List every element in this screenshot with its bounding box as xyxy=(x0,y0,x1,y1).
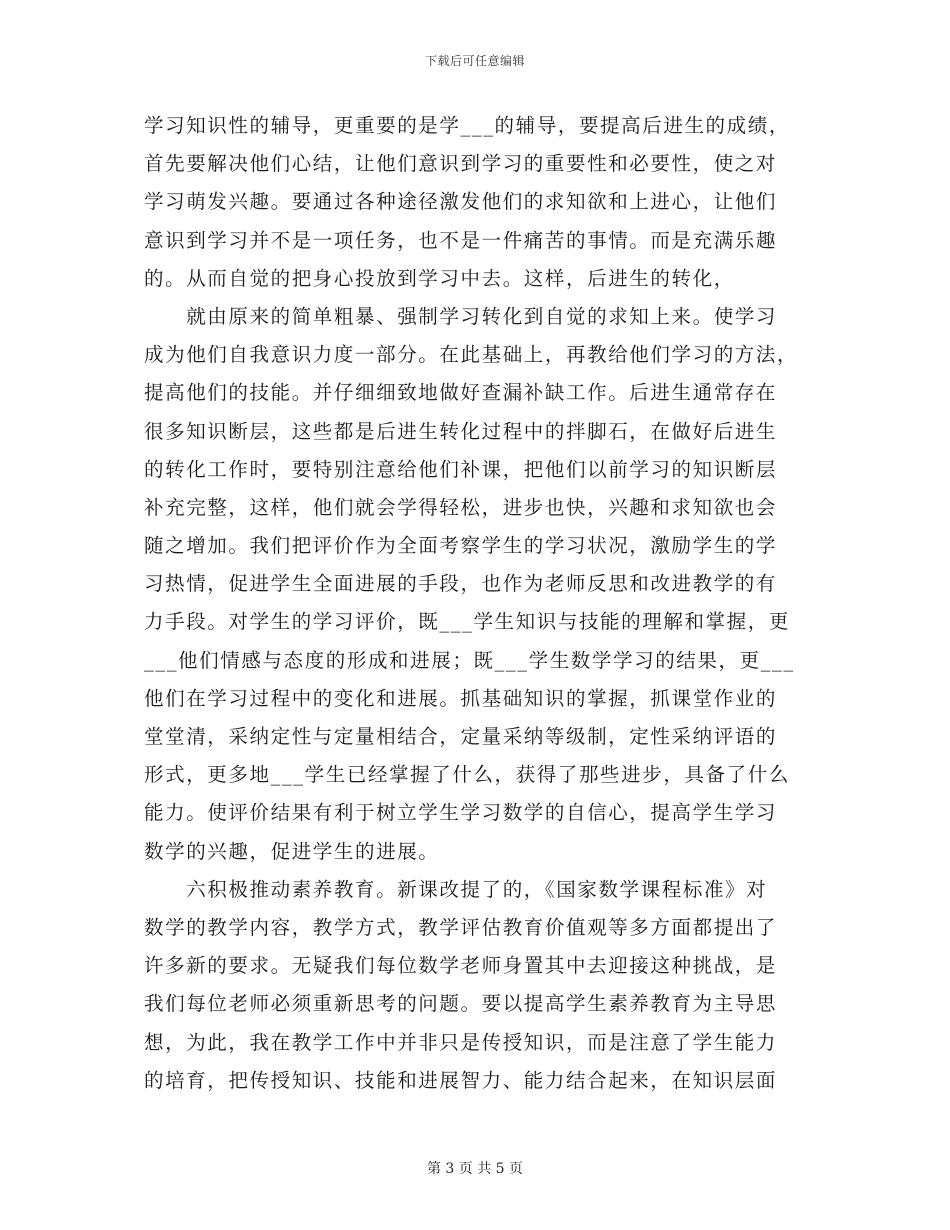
text-line: 习热情，促进学生全面进展的手段，也作为老师反思和改进教学的有 xyxy=(144,572,778,596)
text-line: 他们在学习过程中的变化和进展。抓基础知识的掌握，抓课堂作业的 xyxy=(144,686,778,710)
text-line: ___他们情感与态度的形成和进展；既___学生数学学习的结果，更___ xyxy=(144,648,795,672)
text-line: 堂堂清，采纳定性与定量相结合，定量采纳等级制，定性采纳评语的 xyxy=(144,725,778,748)
text-line: 意识到学习并不是一项任务，也不是一件痛苦的事情。而是充满乐趣 xyxy=(144,228,778,252)
text-line: 数学的兴趣，促进学生的进展。 xyxy=(144,839,440,863)
text-line: 形式，更多地___学生已经掌握了什么，获得了那些进步，具备了什么 xyxy=(144,763,790,787)
text-line: 的。从而自觉的把身心投放到学习中去。这样，后进生的转化， xyxy=(144,266,735,290)
text-line: 能力。使评价结果有利于树立学生学习数学的自信心，提高学生学习 xyxy=(144,801,778,825)
text-line: 提高他们的技能。并仔细细致地做好查漏补缺工作。后进生通常存在 xyxy=(144,381,778,405)
text-line: 学习知识性的辅导，更重要的是学___的辅导，要提高后进生的成绩， xyxy=(144,114,790,137)
text-line: 六积极推动素养教育。新课改提了的，《国家数学课程标准》对 xyxy=(144,877,768,901)
text-line: 首先要解决他们心结，让他们意识到学习的重要性和必要性，使之对 xyxy=(144,152,778,176)
text-line: 数学的教学内容，教学方式，教学评估教育价值观等多方面都提出了 xyxy=(144,915,778,939)
document-body xyxy=(144,107,806,1100)
text-line: 成为他们自我意识力度一部分。在此基础上，再教给他们学习的方法， xyxy=(144,343,799,367)
text-line: 的培育，把传授知识、技能和进展智力、能力结合起来，在知识层面 xyxy=(144,1068,778,1092)
text-line: 的转化工作时，要特别注意给他们补课，把他们以前学习的知识断层 xyxy=(144,457,778,481)
page-header: 下载后可任意编辑 xyxy=(424,54,525,68)
text-line: 我们每位老师必须重新思考的问题。要以提高学生素养教育为主导思 xyxy=(144,992,778,1016)
text-line: 随之增加。我们把评价作为全面考察学生的学习状况，激励学生的学 xyxy=(144,534,778,558)
text-line: 很多知识断层，这些都是后进生转化过程中的拌脚石，在做好后进生 xyxy=(144,419,778,443)
page-number: 第 3 页 共 5 页 xyxy=(426,1161,524,1177)
text-line: 想，为此，我在教学工作中并非只是传授知识，而是注意了学生能力 xyxy=(144,1030,778,1054)
text-line: 力手段。对学生的学习评价，既___学生知识与技能的理解和掌握，更 xyxy=(144,610,790,634)
text-line: 许多新的要求。无疑我们每位数学老师身置其中去迎接这种挑战，是 xyxy=(144,954,778,978)
text-line: 补充完整，这样，他们就会学得轻松，进步也快，兴趣和求知欲也会 xyxy=(144,495,778,519)
text-line: 学习萌发兴趣。要通过各种途径激发他们的求知欲和上进心，让他们 xyxy=(144,190,778,214)
text-line: 就由原来的简单粗暴、强制学习转化到自觉的求知上来。使学习 xyxy=(144,304,778,328)
